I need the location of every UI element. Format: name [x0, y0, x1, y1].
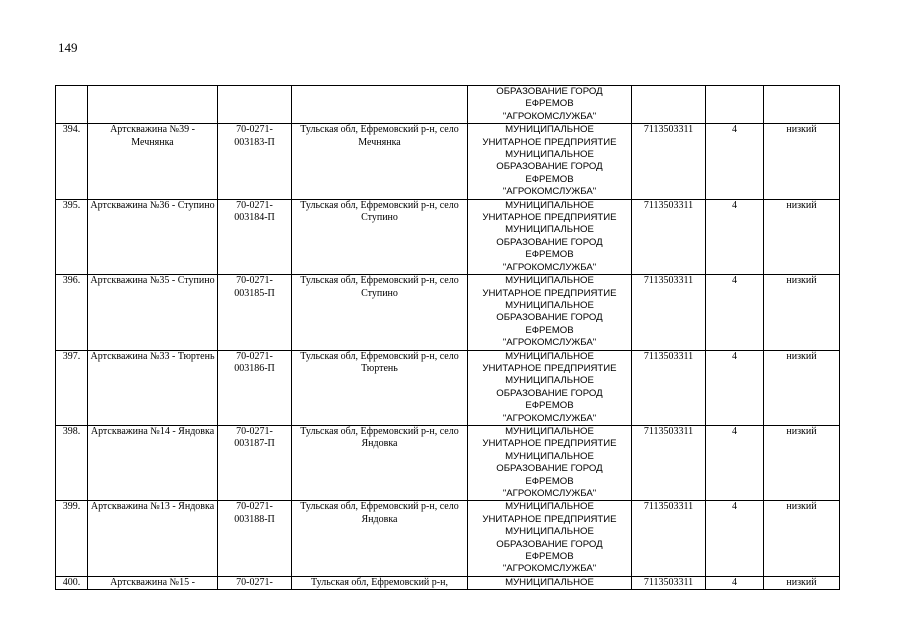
- table-row: [56, 350, 840, 425]
- cell-code: 70-0271-003183-П: [218, 124, 292, 199]
- table-row: [56, 275, 840, 350]
- cell-code: 70-0271-: [218, 576, 292, 589]
- cell-num: 397.: [56, 350, 88, 425]
- org-line: МУНИЦИПАЛЬНОЕ: [505, 299, 594, 311]
- org-line: "АГРОКОМСЛУЖБА": [502, 412, 597, 424]
- cell-num: 396.: [56, 275, 88, 350]
- cell-name: Артскважина №14 - Яндовка: [88, 425, 218, 500]
- cell-num: [56, 86, 88, 124]
- cell-risk: [764, 86, 840, 124]
- cell-risk: низкий: [764, 124, 840, 199]
- org-line: ЕФРЕМОВ: [525, 400, 574, 412]
- cell-organization: [468, 86, 632, 124]
- cell-category: 4: [706, 350, 764, 425]
- cell-organization: [468, 501, 632, 576]
- org-line: ЕФРЕМОВ: [525, 324, 574, 336]
- org-line: МУНИЦИПАЛЬНОЕ: [505, 350, 594, 362]
- org-line: МУНИЦИПАЛЬНОЕ: [505, 275, 594, 287]
- cell-organization: [468, 124, 632, 199]
- cell-risk: низкий: [764, 199, 840, 274]
- cell-address: Тульская обл, Ефремовский р-н, село Ступино: [292, 275, 468, 350]
- cell-inn: 7113503311: [632, 576, 706, 589]
- org-line: ОБРАЗОВАНИЕ ГОРОД: [496, 387, 603, 399]
- cell-name: Артскважина №13 - Яндовка: [88, 501, 218, 576]
- cell-inn: 7113503311: [632, 501, 706, 576]
- cell-inn: [632, 86, 706, 124]
- cell-address: Тульская обл, Ефремовский р-н, село Яндовка: [292, 425, 468, 500]
- cell-risk: низкий: [764, 501, 840, 576]
- cell-num: 394.: [56, 124, 88, 199]
- cell-risk: низкий: [764, 425, 840, 500]
- table-row: [56, 199, 840, 274]
- org-line: УНИТАРНОЕ ПРЕДПРИЯТИЕ: [482, 513, 617, 525]
- cell-name: Артскважина №33 - Тюртень: [88, 350, 218, 425]
- page-number: 149: [58, 40, 78, 55]
- cell-num: 399.: [56, 501, 88, 576]
- org-line: МУНИЦИПАЛЬНОЕ: [505, 501, 594, 513]
- cell-inn: 7113503311: [632, 199, 706, 274]
- cell-inn: 7113503311: [632, 275, 706, 350]
- cell-inn: 7113503311: [632, 124, 706, 199]
- cell-category: 4: [706, 275, 764, 350]
- cell-organization: [468, 350, 632, 425]
- cell-category: [706, 86, 764, 124]
- cell-name: [88, 86, 218, 124]
- cell-num: 400.: [56, 576, 88, 589]
- org-line: УНИТАРНОЕ ПРЕДПРИЯТИЕ: [482, 136, 617, 148]
- table-row: [56, 124, 840, 199]
- cell-name: Артскважина №15 -: [88, 576, 218, 589]
- org-line: "АГРОКОМСЛУЖБА": [502, 186, 597, 198]
- cell-code: 70-0271-003184-П: [218, 199, 292, 274]
- org-line: "АГРОКОМСЛУЖБА": [502, 110, 597, 122]
- cell-name: Артскважина №35 - Ступино: [88, 275, 218, 350]
- cell-name: Артскважина №39 - Мечнянка: [88, 124, 218, 199]
- cell-organization: [468, 275, 632, 350]
- org-line: МУНИЦИПАЛЬНОЕ: [505, 425, 594, 437]
- org-line: УНИТАРНОЕ ПРЕДПРИЯТИЕ: [482, 287, 617, 299]
- cell-inn: 7113503311: [632, 350, 706, 425]
- table-row: [56, 501, 840, 576]
- org-line: МУНИЦИПАЛЬНОЕ: [505, 149, 594, 161]
- cell-code: 70-0271-003188-П: [218, 501, 292, 576]
- cell-category: 4: [706, 124, 764, 199]
- registry-table: [55, 85, 840, 590]
- org-line: ОБРАЗОВАНИЕ ГОРОД: [496, 312, 603, 324]
- cell-code: 70-0271-003185-П: [218, 275, 292, 350]
- org-line: ЕФРЕМОВ: [525, 475, 574, 487]
- cell-num: 398.: [56, 425, 88, 500]
- org-line: "АГРОКОМСЛУЖБА": [502, 337, 597, 349]
- org-line: МУНИЦИПАЛЬНОЕ: [505, 576, 594, 588]
- org-line: УНИТАРНОЕ ПРЕДПРИЯТИЕ: [482, 362, 617, 374]
- cell-code: 70-0271-003187-П: [218, 425, 292, 500]
- org-line: ОБРАЗОВАНИЕ ГОРОД: [496, 463, 603, 475]
- org-line: МУНИЦИПАЛЬНОЕ: [505, 224, 594, 236]
- cell-category: 4: [706, 199, 764, 274]
- org-line: ОБРАЗОВАНИЕ ГОРОД: [496, 538, 603, 550]
- org-line: УНИТАРНОЕ ПРЕДПРИЯТИЕ: [482, 212, 617, 224]
- table-row: [56, 425, 840, 500]
- cell-category: 4: [706, 501, 764, 576]
- cell-address: Тульская обл, Ефремовский р-н,: [292, 576, 468, 589]
- cell-code: 70-0271-003186-П: [218, 350, 292, 425]
- cell-organization: [468, 425, 632, 500]
- cell-risk: низкий: [764, 576, 840, 589]
- org-line: "АГРОКОМСЛУЖБА": [502, 563, 597, 575]
- cell-risk: низкий: [764, 350, 840, 425]
- cell-organization: [468, 576, 632, 589]
- cell-address: Тульская обл, Ефремовский р-н, село Мечнянка: [292, 124, 468, 199]
- cell-organization: [468, 199, 632, 274]
- org-line: ЕФРЕМОВ: [525, 173, 574, 185]
- cell-category: 4: [706, 425, 764, 500]
- table-row-continuation: [56, 86, 840, 124]
- cell-category: 4: [706, 576, 764, 589]
- org-line: МУНИЦИПАЛЬНОЕ: [505, 199, 594, 211]
- org-line: МУНИЦИПАЛЬНОЕ: [505, 375, 594, 387]
- org-line: ЕФРЕМОВ: [525, 98, 574, 110]
- org-line: МУНИЦИПАЛЬНОЕ: [505, 526, 594, 538]
- org-line: ЕФРЕМОВ: [525, 551, 574, 563]
- cell-address: Тульская обл, Ефремовский р-н, село Ступино: [292, 199, 468, 274]
- cell-name: Артскважина №36 - Ступино: [88, 199, 218, 274]
- org-line: ЕФРЕМОВ: [525, 249, 574, 261]
- cell-code: [218, 86, 292, 124]
- table-row: [56, 576, 840, 589]
- org-line: "АГРОКОМСЛУЖБА": [502, 488, 597, 499]
- org-line: ОБРАЗОВАНИЕ ГОРОД: [496, 161, 603, 173]
- org-line: ОБРАЗОВАНИЕ ГОРОД: [496, 236, 603, 248]
- org-line: УНИТАРНОЕ ПРЕДПРИЯТИЕ: [482, 438, 617, 450]
- org-line: МУНИЦИПАЛЬНОЕ: [505, 124, 594, 136]
- org-line: МУНИЦИПАЛЬНОЕ: [505, 450, 594, 462]
- cell-num: 395.: [56, 199, 88, 274]
- cell-address: Тульская обл, Ефремовский р-н, село Тюртень: [292, 350, 468, 425]
- org-line: "АГРОКОМСЛУЖБА": [502, 261, 597, 273]
- cell-risk: низкий: [764, 275, 840, 350]
- org-line: ОБРАЗОВАНИЕ ГОРОД: [496, 86, 603, 97]
- cell-address: [292, 86, 468, 124]
- cell-address: Тульская обл, Ефремовский р-н, село Яндовка: [292, 501, 468, 576]
- cell-inn: 7113503311: [632, 425, 706, 500]
